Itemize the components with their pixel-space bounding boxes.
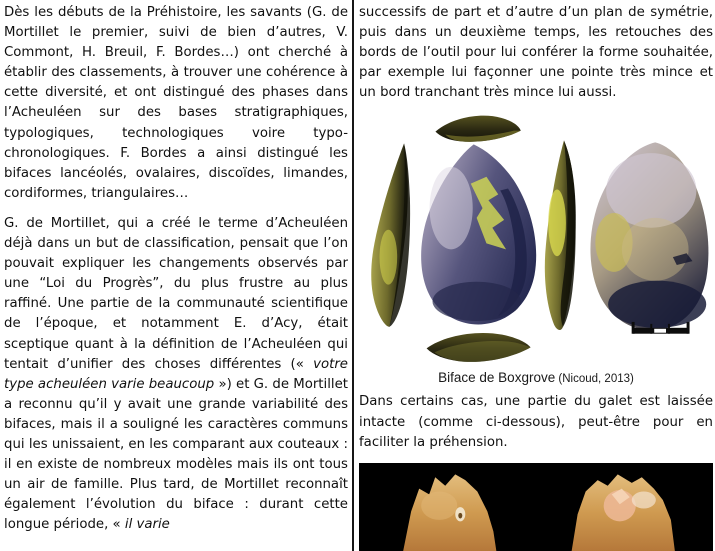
paragraph-text: G. de Mortillet, qui a créé le terme d’Acheuléen déjà dans un but de classification, pensait que l’on pouvait expliquer les changements observés par une “Loi du Progrès”, du plus frustre au plus raffiné. Une partie de la communauté scientifique de l’époque, et notamment E. d’Acy, était sceptique quant à la définition de l’Acheuléen qui tentait d’unifier des choses différentes (« bbox=[4, 215, 348, 372]
galet-photo-canvas bbox=[359, 463, 713, 551]
left-column bbox=[0, 0, 352, 551]
paragraph-galet: Dans certains cas, une partie du galet est laissée intacte (comme ci-dessous), peut-être pour en faciliter la préhension. bbox=[359, 394, 713, 450]
right-column bbox=[354, 0, 715, 551]
biface-photo-plate bbox=[359, 110, 713, 370]
paragraph-text: Dès les débuts de la Préhistoire, les savants (G. de Mortillet le premier, suivi de bien d’autres, V. Commont, H. Breuil, F. Bordes…) ont cherché à établir des classements, à trouver une cohérence à cette diversité, et ont distingué des phases dans l’Acheuléen sur des bases stratigraphiques, typologiques, technologiques voire typo-chronologiques. F. Bordes a ainsi distingué les bifaces lancéolés, ovalaires, discoïdes, limandes, cordiformes, triangulaires… bbox=[4, 5, 348, 201]
caption-title: Biface de Boxgrove bbox=[438, 370, 556, 386]
quote-italic: il varie bbox=[124, 517, 170, 533]
quote-italic: votre type acheuléen varie beaucoup bbox=[4, 356, 348, 392]
paragraph-faconnage: successifs de part et d’autre d’un plan de symétrie, puis dans un deuxième temps, les retouches des bords de l’outil pour lui conférer la forme souhaitée, par exemple lui façonner une pointe très mince et un bord tranchant très mince lui aussi. bbox=[359, 5, 713, 101]
paragraph-mortillet bbox=[4, 214, 348, 536]
figure-caption bbox=[359, 370, 713, 385]
caption-source: (Nicoud, 2013) bbox=[555, 373, 634, 386]
galet-photo bbox=[359, 463, 713, 551]
paragraph-text: ») et G. de Mortillet a reconnu qu’il y avait une grande variabilité des bifaces, mais il a souligné les caractères communs qui les unissaient, en les comparant aux couteaux : il en existe de nombreux modèles mais ils ont tous un air de famille. Plus tard, de Mortillet reconnaît également l’évolution du biface : durant cette longue période, « bbox=[4, 376, 349, 533]
paragraph-history bbox=[4, 3, 348, 204]
biface-figure bbox=[359, 110, 713, 370]
